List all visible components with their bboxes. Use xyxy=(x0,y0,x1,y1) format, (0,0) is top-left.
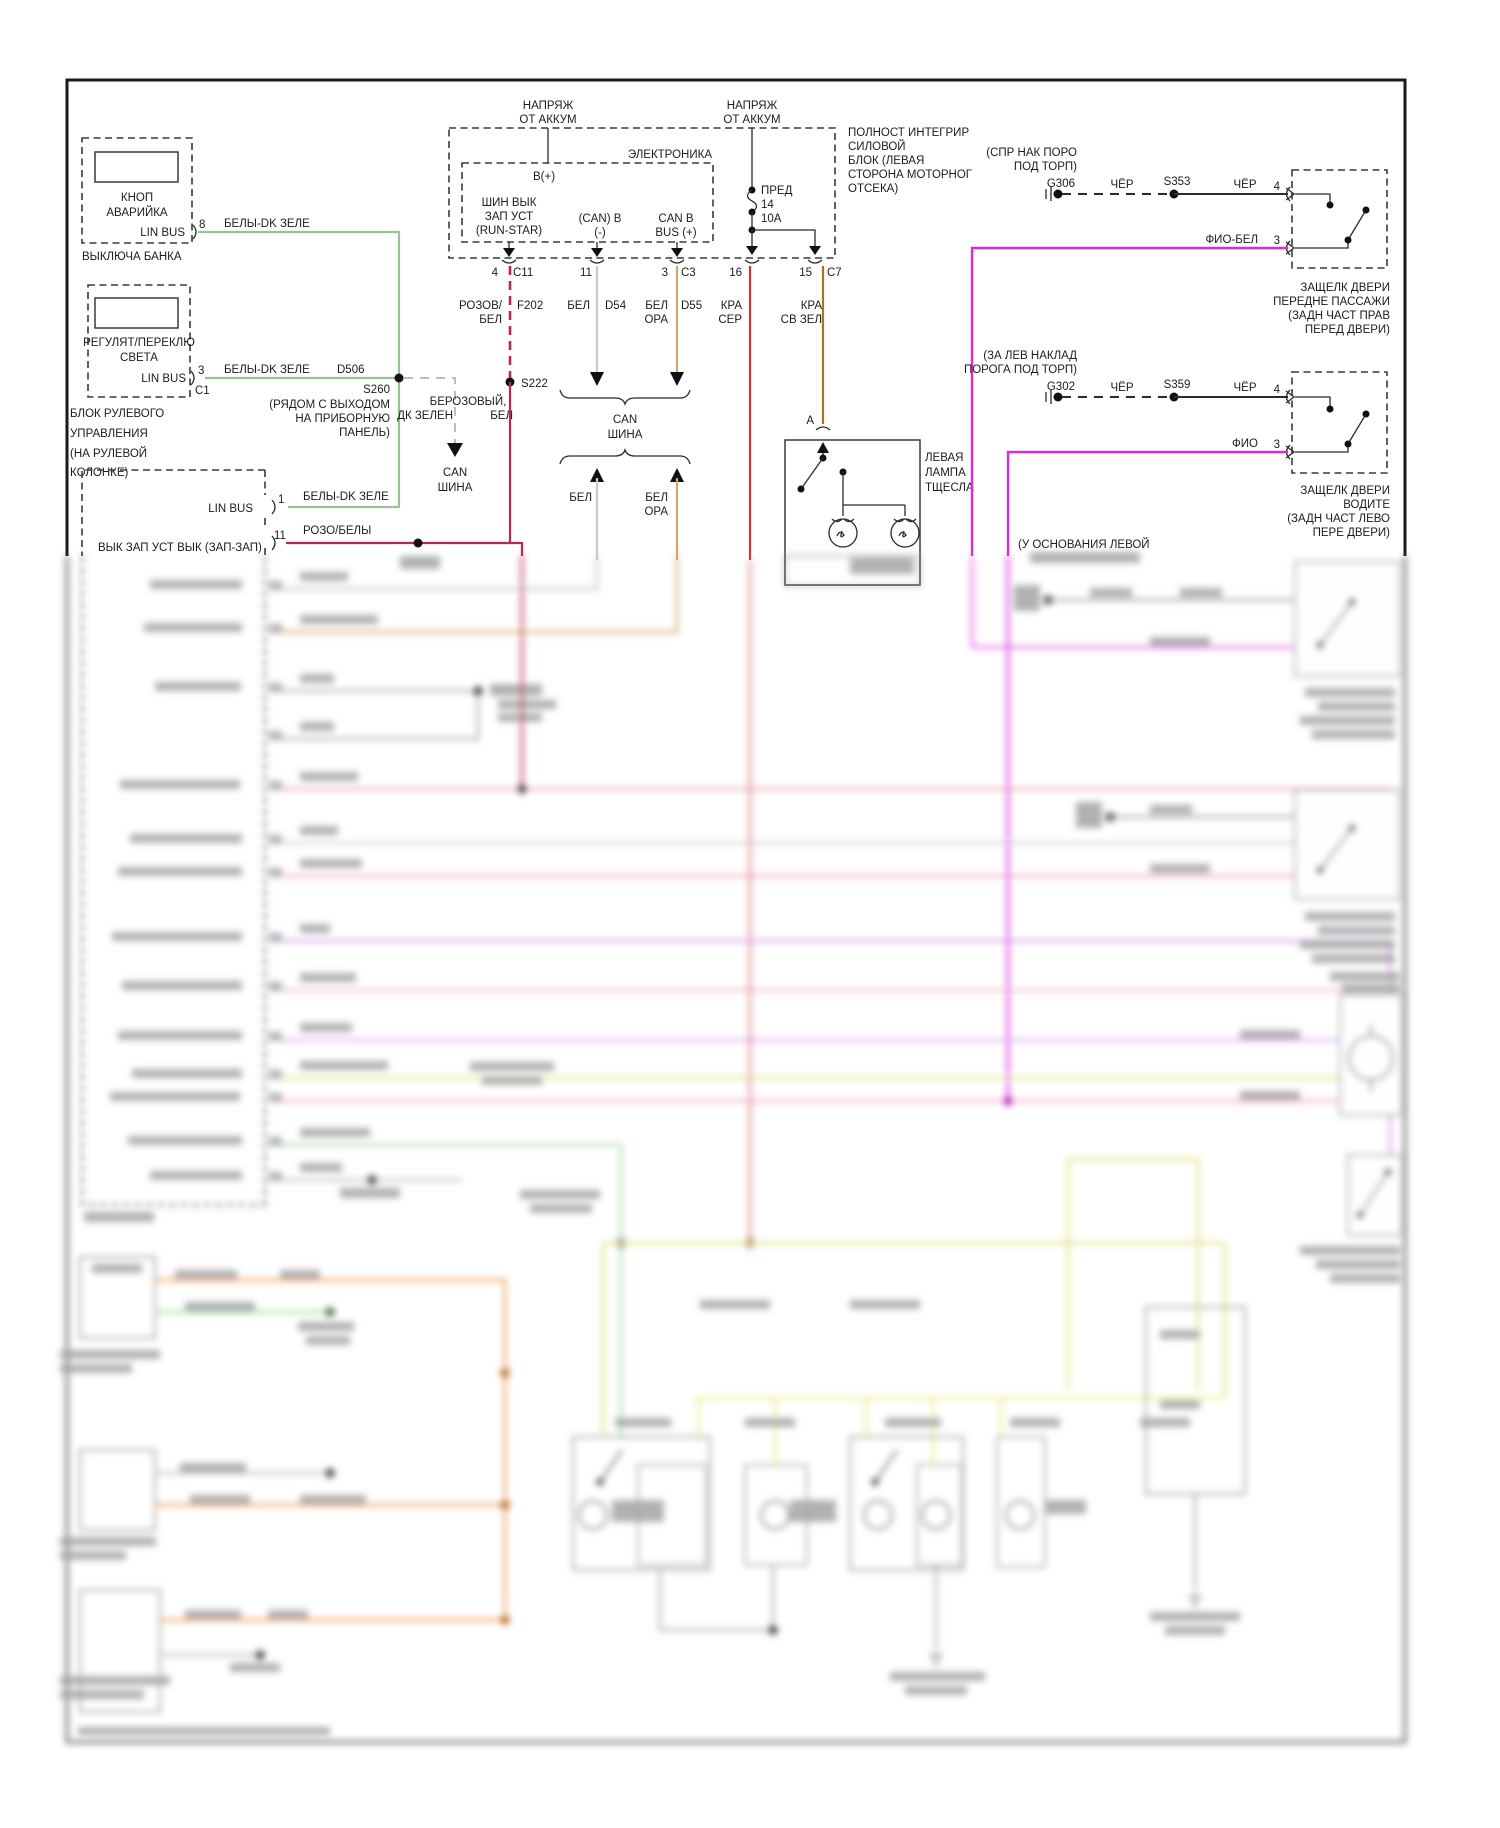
tipm-canp-1: CAN B xyxy=(658,213,694,225)
latch1-pin4: 4 xyxy=(1273,181,1280,193)
splice-s260: S260 xyxy=(363,384,390,396)
can-arrow-down-2-icon xyxy=(670,372,684,386)
tipm-pin15: 15 xyxy=(799,267,812,279)
fuse-f14-icon xyxy=(748,187,757,234)
tipm-c7: C7 xyxy=(827,267,842,279)
lightsw-pin: 3 xyxy=(198,365,205,377)
g302-wire2: ЧЁР xyxy=(1233,382,1257,394)
lightsw-caption-4: КОЛОНКЕ) xyxy=(70,467,129,479)
latch2-wire3-label: ФИО xyxy=(1232,438,1258,450)
vanity-label-1: ЛЕВАЯ xyxy=(925,452,964,464)
lightsw-caption-3: (НА РУЛЕВОЙ xyxy=(70,448,148,460)
wire-belora-4: ОРА xyxy=(644,506,668,518)
component-latch-passenger xyxy=(1273,170,1390,336)
wire-f202: F202 xyxy=(517,300,544,312)
teal-label-2: ДК ЗЕЛЕН xyxy=(397,410,453,422)
hazard-port: LIN BUS xyxy=(140,227,185,239)
g302-loc-1: (ЗА ЛЕВ НАКЛАД xyxy=(983,350,1077,362)
wire-rozo-bely xyxy=(286,543,522,556)
wire-belora-2: ОРА xyxy=(644,314,668,326)
vanity-label-2: ЛАМПА xyxy=(925,467,966,479)
can-bus-label-b2: ШИНА xyxy=(607,429,643,441)
tipm-pin3: 3 xyxy=(661,267,668,279)
latch2-caption-4: ПЕРЕ ДВЕРИ) xyxy=(1312,527,1390,539)
latch2-pin3: 3 xyxy=(1273,439,1280,451)
s260-note-3: ПАНЕЛЬ) xyxy=(339,427,390,439)
bulb-icon xyxy=(891,519,919,547)
latch1-caption-1: ЗАЩЕЛК ДВЕРИ xyxy=(1300,282,1390,294)
g306-id: G306 xyxy=(1046,178,1075,190)
splice-s222: S222 xyxy=(521,378,548,390)
latch1-wire3-label: ФИО-БЕЛ xyxy=(1205,234,1258,246)
g306-loc-1: (СПР НАК ПОРО xyxy=(986,147,1077,159)
tipm-pin11: 11 xyxy=(580,267,592,279)
can-arrow-down-1-icon xyxy=(590,372,604,386)
wire-rozov-2: БЕЛ xyxy=(479,314,502,326)
ignmod-port1: LIN BUS xyxy=(208,503,253,515)
ground-g302 xyxy=(964,350,1288,404)
latch2-caption-1: ЗАЩЕЛК ДВЕРИ xyxy=(1300,485,1390,497)
latch2-pin4: 4 xyxy=(1273,384,1280,396)
component-ignition-module xyxy=(82,470,286,556)
fuse-name: ПРЕД xyxy=(761,185,793,197)
vanity-conn: А xyxy=(806,415,814,427)
wire-rozov-1: РОЗОВ/ xyxy=(459,300,502,312)
wire-label-green-1: БЕЛЫ-DK ЗЕЛЕ xyxy=(224,218,310,230)
wire-label-rozo-bely: РОЗО/БЕЛЫ xyxy=(303,525,372,537)
wire-bel-2: БЕЛ xyxy=(569,492,592,504)
wire-fio-bel xyxy=(972,248,1288,556)
sharp-region xyxy=(67,80,1405,585)
wire-label-d506: D506 xyxy=(337,364,365,376)
lightsw-caption-1: БЛОК РУЛЕВОГО xyxy=(70,408,165,420)
ignmod-pin1: 1 xyxy=(278,494,285,506)
wire-krasvzel-1: КРА xyxy=(800,300,822,312)
lightsw-port: LIN BUS xyxy=(141,373,186,385)
wire-kraser-2: СЕР xyxy=(718,314,742,326)
latch2-caption-3: (ЗАДН ЧАСТ ЛЕВО xyxy=(1287,513,1390,525)
lightsw-label-1: РЕГУЛЯТ/ПЕРЕКЛЮ xyxy=(83,337,195,349)
lightsw-caption-2: УПРАВЛЕНИЯ xyxy=(70,428,148,440)
g306-wire2: ЧЁР xyxy=(1233,179,1257,191)
tipm-desc-2: СИЛОВОЙ xyxy=(848,141,906,153)
hazard-label-1: КНОП xyxy=(120,192,154,204)
ground-g306 xyxy=(986,147,1288,201)
tipm-feed2-2: ОТ АККУМ xyxy=(723,114,781,126)
tipm-canp-2: BUS (+) xyxy=(655,227,697,239)
hazard-caption: ВЫКЛЮЧА БАНКА xyxy=(82,251,182,263)
junction-dot-1 xyxy=(414,539,423,548)
latch1-caption-4: ПЕРЕД ДВЕРИ) xyxy=(1304,324,1390,336)
component-light-switch xyxy=(70,285,210,479)
tipm-feed2-1: НАПРЯЖ xyxy=(726,100,778,112)
tipm-feed1-2: ОТ АККУМ xyxy=(519,114,577,126)
note-left-base: (У ОСНОВАНИЯ ЛЕВОЙ xyxy=(1018,539,1150,551)
g306-loc-2: ПОД ТОРП) xyxy=(1013,161,1077,173)
splice-s260-dot xyxy=(395,374,404,383)
hazard-pin: 8 xyxy=(199,219,206,231)
component-latch-driver xyxy=(1286,372,1390,539)
vanity-label-3: ТЩЕСЛА xyxy=(925,482,974,494)
latch1-pin3: 3 xyxy=(1273,235,1280,247)
can-bus-braces xyxy=(560,390,690,560)
teal-label-3: БЕЛ xyxy=(490,410,513,422)
latch2-caption-2: ВОДИТЕ xyxy=(1343,499,1390,511)
component-tipm xyxy=(449,100,973,279)
tipm-run-1: ШИН ВЫК xyxy=(481,197,537,209)
fuse-num: 14 xyxy=(761,199,774,211)
tipm-desc-1: ПОЛНОСТ ИНТЕГРИР xyxy=(848,127,970,139)
latch1-caption-2: ПЕРЕДНЕ ПАССАЖИ xyxy=(1273,296,1390,308)
teal-label-1: БЕРОЗОВЫЙ, xyxy=(429,396,507,408)
g302-wire1: ЧЁР xyxy=(1110,382,1134,394)
tipm-c3: C3 xyxy=(681,267,696,279)
tipm-pin16: 16 xyxy=(729,267,742,279)
ignmod-port2: ВЫК ЗАП УСТ ВЫК (ЗАП-ЗАП) xyxy=(98,542,262,554)
tipm-feed1-1: НАПРЯЖ xyxy=(522,100,574,112)
can-branch-arrow-icon xyxy=(447,443,463,457)
g306-splice: S353 xyxy=(1163,176,1191,188)
wire-bel: БЕЛ xyxy=(567,300,590,312)
lightsw-label-2: СВЕТА xyxy=(120,352,158,364)
wire-d55: D55 xyxy=(681,300,703,312)
latch1-caption-3: (ЗАДН ЧАСТ ПРАВ xyxy=(1288,310,1390,322)
can-bus-label-a1: CAN xyxy=(442,467,468,479)
tipm-c11: C11 xyxy=(513,267,534,279)
wire-kraser-1: КРА xyxy=(720,300,742,312)
g306-wire1: ЧЁР xyxy=(1110,179,1134,191)
tipm-pin4: 4 xyxy=(491,267,498,279)
wire-label-green-3: БЕЛЫ-DK ЗЕЛЕ xyxy=(303,491,389,503)
can-bus-label-a2: ШИНА xyxy=(437,482,473,494)
can-bus-label-b1: CAN xyxy=(612,414,638,426)
tipm-desc-5: ОТСЕКА) xyxy=(848,183,899,195)
g302-id: G302 xyxy=(1046,381,1075,393)
lightsw-connector: C1 xyxy=(195,385,210,397)
tipm-canm-2: (-) xyxy=(594,227,606,239)
blurred-lower-diagram xyxy=(60,552,1405,1742)
wire-belora-1: БЕЛ xyxy=(645,300,668,312)
wire-belora-3: БЕЛ xyxy=(645,492,668,504)
tipm-canm-1: (CAN) B xyxy=(578,213,622,225)
component-hazard-switch xyxy=(82,138,205,263)
s260-note-1: (РЯДОМ С ВЫХОДОМ xyxy=(269,399,390,411)
wire-d54: D54 xyxy=(605,300,627,312)
ignmod-pin2: 11 xyxy=(274,530,286,542)
bulb-icon xyxy=(829,519,857,547)
tipm-run-3: (RUN-STAR) xyxy=(475,225,543,237)
tipm-bplus: B(+) xyxy=(533,171,556,183)
wire-label-green-2: БЕЛЫ-DK ЗЕЛЕ xyxy=(224,364,310,376)
s260-note-2: НА ПРИБОРНУЮ xyxy=(295,413,390,425)
hazard-label-2: АВАРИЙКА xyxy=(106,207,168,219)
tipm-desc-3: БЛОК (ЛЕВАЯ xyxy=(848,155,925,167)
g302-splice: S359 xyxy=(1163,379,1191,391)
tipm-inner-title: ЭЛЕКТРОНИКА xyxy=(627,149,712,161)
tipm-run-2: ЗАП УСТ xyxy=(484,211,534,223)
fuse-amp: 10А xyxy=(761,213,782,225)
wire-krasvzel-2: СВ ЗЕЛ xyxy=(780,314,822,326)
tipm-desc-4: СТОРОНА МОТОРНОГ xyxy=(848,169,973,181)
g302-loc-2: ПОРОГА ПОД ТОРП) xyxy=(963,364,1077,376)
